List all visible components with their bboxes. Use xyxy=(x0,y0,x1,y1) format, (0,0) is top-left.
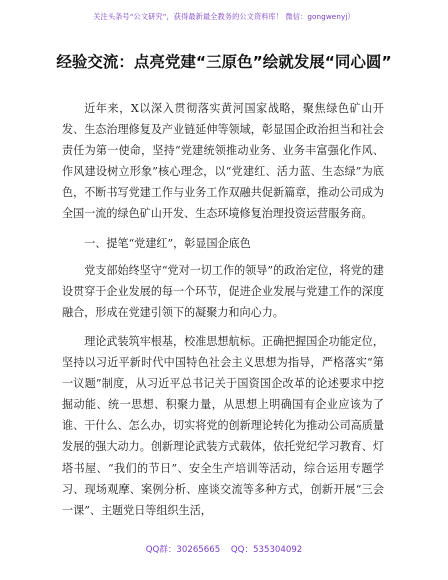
paragraph-party-branch: 党支部始终坚守“党对一切工作的领导”的政治定位，将党的建设贯穿于企业发展的每一个环节，促进企业发展与党建工作的深度融合，形成在党建引领下的凝聚力和向心力。 xyxy=(62,263,384,319)
page-title: 经验交流：点亮党建“三原色”绘就发展“同心圆” xyxy=(56,53,392,71)
header-note: 关注头条号“公文研究”，获得最新最全教务的公文资料库！ 微信：gongwenyj） xyxy=(93,12,355,21)
footer-qq-group: QQ群：30265665 xyxy=(145,545,221,555)
section-heading: 一、提笔“党建红”，彰显国企底色 xyxy=(84,236,251,250)
footer-note xyxy=(0,543,448,555)
paragraph-theory: 理论武装筑牢根基，校准思想航标。正确把握国企功能定位，坚持以习近平新时代中国特色社会主义思想为指导，严格落实“第一议题”制度，从习近平总书记关于国资国企改革的论述要求中挖掘动能、统一思想、积聚力量，从思想上明确国有企业应该为了谁、干什么、怎么办，切实将党的创新理论转化为推动公司高质量发展的强大动力。创新理论武装方式载体，依托党纪学习教育、灯塔书屋、“我们的节日”、安全生产培训等活动，综合运用专题学习、现场观摩、案例分析、座谈交流等多种方式，创新开展“三会一课”、主题党日等组织生活， xyxy=(62,334,384,517)
footer-qq: QQ：535304092 xyxy=(230,545,303,555)
document-body xyxy=(62,98,384,529)
paragraph-intro: 近年来，X以深入贯彻落实黄河国家战略，聚焦绿色矿山开发、生态治理修复及产业链延伸等领域，彰显国企政治担当和社会责任为第一使命，坚持“党建统领推动业务、业务丰富强化作风、作风建设树立形象”核心理念，以“党建红、活力蓝、生态绿”为底色，不断书写党建工作与业务工作双融共促新篇章，推动公司成为全国一流的绿色矿山开发、生态环境修复治理投资运营服务商。 xyxy=(62,102,384,221)
